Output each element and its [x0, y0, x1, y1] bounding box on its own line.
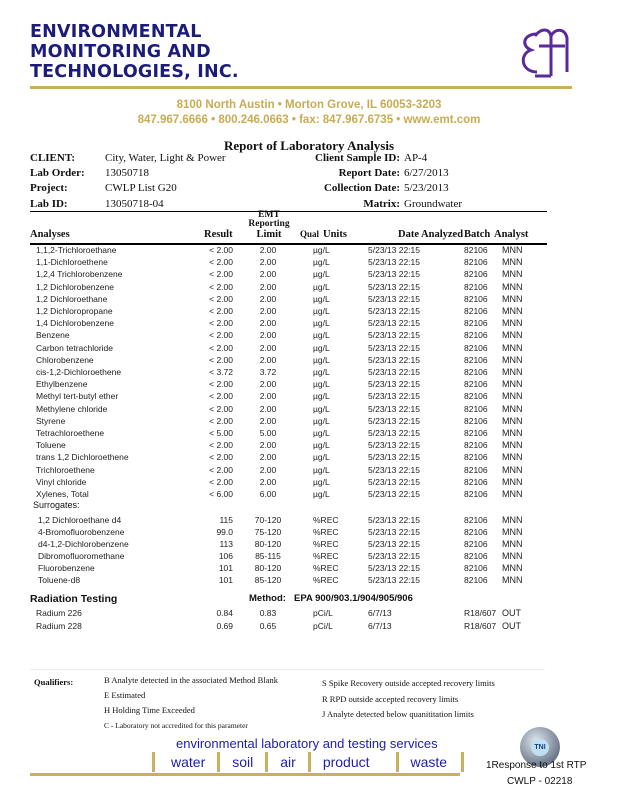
result-value: < 2.00 — [209, 293, 233, 304]
analyte-name: 1,1-Dichloroethene — [36, 257, 108, 268]
analyte-name: 1,1,2-Trichloroethane — [36, 245, 117, 255]
client-value: City, Water, Light & Power — [105, 152, 226, 164]
qualifier-item: C - Laboratory not accredited for this parameter — [104, 721, 248, 730]
result-value: < 2.00 — [209, 281, 233, 292]
date-analyzed: 5/23/13 22:15 — [368, 476, 420, 487]
col-limit — [246, 211, 292, 241]
reporting-limit: 5.00 — [259, 428, 277, 438]
analyte-name: Radium 228 — [36, 620, 82, 631]
analyst: MNN — [502, 354, 523, 365]
analyst: MNN — [502, 403, 523, 414]
batch: 82106 — [464, 245, 488, 255]
qualifiers-right — [322, 676, 495, 723]
table-row — [0, 439, 618, 451]
method-label: Method: — [249, 593, 286, 604]
result-value: < 2.00 — [209, 330, 233, 341]
reporting-limit: 70-120 — [254, 515, 282, 525]
result-value: < 2.00 — [209, 403, 233, 414]
analyte-name: d4-1,2-Dichlorobenzene — [38, 539, 129, 549]
analyst: MNN — [502, 281, 523, 292]
batch: 82106 — [464, 428, 488, 438]
company-name-line: TECHNOLOGIES, INC. — [30, 62, 239, 82]
units: %REC — [313, 527, 339, 537]
analyst: MNN — [502, 330, 523, 341]
batch: 82106 — [464, 415, 488, 426]
analyte-name: Trichloroethene — [36, 464, 95, 475]
units: µg/L — [313, 440, 330, 451]
batch: 82106 — [464, 476, 488, 487]
batch: 82106 — [464, 306, 488, 316]
units: µg/L — [313, 330, 330, 341]
reporting-limit: 2.00 — [259, 269, 277, 280]
batch: 82106 — [464, 379, 488, 390]
qualifier-item: H Holding Time Exceeded — [104, 705, 195, 715]
units: µg/L — [313, 354, 330, 365]
units: µg/L — [313, 269, 330, 280]
analyte-name: Vinyl chloride — [36, 476, 87, 487]
reporting-limit: 2.00 — [259, 403, 277, 414]
analyst: MNN — [502, 539, 523, 549]
date-analyzed: 5/23/13 22:15 — [368, 527, 420, 537]
batch: 82106 — [464, 281, 488, 292]
reporting-limit: 2.00 — [259, 342, 277, 353]
analyte-name: 1,4 Dichlorobenzene — [36, 318, 114, 329]
table-row — [0, 281, 618, 293]
analyst: MNN — [502, 269, 523, 280]
batch: 82106 — [464, 367, 488, 377]
report-date-value: 6/27/2013 — [404, 167, 449, 179]
analyte-name: Methylene chloride — [36, 403, 108, 414]
project-label: Project: — [30, 182, 68, 194]
company-name — [30, 22, 239, 82]
units: µg/L — [313, 452, 330, 463]
reporting-limit: 2.00 — [259, 476, 277, 487]
qualifiers-divider — [30, 669, 545, 670]
table-row — [0, 488, 618, 500]
service-product: product — [308, 752, 396, 772]
lab-id-value: 13050718-04 — [105, 198, 164, 210]
date-analyzed: 5/23/13 22:15 — [368, 440, 420, 451]
batch: 82106 — [464, 293, 488, 304]
matrix-value: Groundwater — [404, 198, 463, 210]
units: µg/L — [313, 391, 330, 402]
table-row — [0, 244, 618, 256]
table-row — [0, 514, 618, 526]
service-soil: soil — [217, 752, 265, 772]
units: µg/L — [313, 342, 330, 353]
date-analyzed: 5/23/13 22:15 — [368, 415, 420, 426]
reporting-limit: 2.00 — [259, 306, 277, 316]
result-value: 0.84 — [216, 608, 233, 618]
analyte-name: Methyl tert-butyl ether — [36, 391, 119, 402]
result-value: < 2.00 — [209, 476, 233, 487]
collection-date-label: Collection Date: — [323, 182, 400, 194]
units: µg/L — [313, 293, 330, 304]
date-analyzed: 5/23/13 22:15 — [368, 257, 420, 268]
table-row — [0, 366, 618, 378]
analyst: MNN — [502, 318, 523, 329]
analyst: MNN — [502, 515, 523, 525]
date-analyzed: 5/23/13 22:15 — [368, 551, 420, 561]
analyst: MNN — [502, 452, 523, 463]
analyst: MNN — [502, 527, 523, 537]
table-row — [0, 464, 618, 476]
analyte-name: Ethylbenzene — [36, 379, 88, 390]
company-name-line: ENVIRONMENTAL — [30, 22, 202, 42]
reporting-limit: 2.00 — [259, 391, 277, 402]
analyst: OUT — [502, 608, 521, 618]
units: µg/L — [313, 367, 330, 377]
batch: 82106 — [464, 539, 488, 549]
units: µg/L — [313, 379, 330, 390]
analyst: MNN — [502, 575, 523, 585]
analyst: MNN — [502, 391, 523, 402]
units: %REC — [313, 551, 339, 561]
result-value: 99.0 — [216, 527, 233, 537]
batch: 82106 — [464, 515, 488, 525]
lab-order-label: Lab Order: — [30, 167, 85, 179]
qualifier-item: B Analyte detected in the associated Method Blank — [104, 675, 278, 685]
qualifier-item: E Estimated — [104, 690, 146, 700]
date-analyzed: 5/23/13 22:15 — [368, 452, 420, 463]
result-value: 101 — [218, 575, 233, 585]
units: µg/L — [313, 489, 330, 499]
analyte-name: Radium 226 — [36, 608, 82, 618]
result-value: < 3.72 — [209, 367, 233, 377]
reporting-limit: 2.00 — [259, 293, 277, 304]
units: µg/L — [313, 245, 330, 255]
analyst: MNN — [502, 293, 523, 304]
reporting-limit: 2.00 — [259, 452, 277, 463]
reporting-limit: 2.00 — [259, 245, 277, 255]
table-row — [0, 526, 618, 538]
report-date-label: Report Date: — [338, 167, 400, 179]
table-row — [0, 256, 618, 268]
reporting-limit: 2.00 — [259, 415, 277, 426]
date-analyzed: 5/23/13 22:15 — [368, 464, 420, 475]
analyst: MNN — [502, 379, 523, 390]
analyst: OUT — [502, 620, 521, 631]
table-row — [0, 538, 618, 550]
table-row — [0, 268, 618, 280]
result-value: < 2.00 — [209, 245, 233, 255]
col-limit-line: Reporting — [248, 219, 290, 229]
footer-tagline: environmental laboratory and testing services — [176, 736, 438, 751]
col-qual: Qual — [300, 229, 320, 239]
units: µg/L — [313, 281, 330, 292]
table-row — [0, 293, 618, 305]
analyst: MNN — [502, 342, 523, 353]
units: µg/L — [313, 415, 330, 426]
lab-id-label: Lab ID: — [30, 198, 68, 210]
table-row — [0, 378, 618, 390]
batch: 82106 — [464, 464, 488, 475]
batch: 82106 — [464, 391, 488, 402]
table-row — [0, 415, 618, 427]
analyst: MNN — [502, 563, 523, 573]
analyst: MNN — [502, 476, 523, 487]
reporting-limit: 0.83 — [259, 608, 277, 618]
result-value: < 2.00 — [209, 440, 233, 451]
result-value: < 2.00 — [209, 379, 233, 390]
reporting-limit: 2.00 — [259, 257, 277, 268]
analyte-name: Fluorobenzene — [38, 563, 95, 573]
batch: 82106 — [464, 575, 488, 585]
batch: 82106 — [464, 354, 488, 365]
batch: 82106 — [464, 440, 488, 451]
surrogates-label: Surrogates: — [33, 500, 80, 510]
reporting-limit: 2.00 — [259, 464, 277, 475]
qualifier-item: R RPD outside accepted recovery limits — [322, 693, 459, 704]
analyte-name: Toluene — [36, 440, 66, 451]
result-value: < 2.00 — [209, 269, 233, 280]
result-value: 115 — [219, 515, 233, 525]
date-analyzed: 5/23/13 22:15 — [368, 281, 420, 292]
col-limit-line: Limit — [256, 229, 282, 240]
analyst: MNN — [502, 551, 523, 561]
analyte-name: Carbon tetrachloride — [36, 342, 114, 353]
col-units: Units — [323, 229, 347, 240]
table-row — [0, 342, 618, 354]
company-contact: 847.967.6666 • 800.246.0663 • fax: 847.967.6735 • www.emt.com — [137, 114, 481, 126]
reporting-limit: 75-120 — [254, 527, 282, 537]
table-row — [0, 390, 618, 402]
analyte-name: trans 1,2 Dichloroethene — [36, 452, 129, 463]
batch: R18/607 — [464, 620, 497, 631]
date-analyzed: 5/23/13 22:15 — [368, 428, 420, 438]
seal-text: TNI — [531, 739, 548, 756]
result-value: < 2.00 — [209, 391, 233, 402]
batch: 82106 — [464, 563, 488, 573]
analyst: MNN — [502, 245, 523, 255]
batch: 82106 — [464, 342, 488, 353]
analyst: MNN — [502, 489, 523, 499]
table-row — [0, 317, 618, 329]
date-analyzed: 5/23/13 22:15 — [368, 379, 420, 390]
units: µg/L — [313, 318, 330, 329]
date-analyzed: 5/23/13 22:15 — [368, 367, 420, 377]
date-analyzed: 5/23/13 22:15 — [368, 515, 420, 525]
service-water: water — [152, 752, 217, 772]
analyst: MNN — [502, 464, 523, 475]
result-value: < 2.00 — [209, 318, 233, 329]
radiation-title: Radiation Testing — [30, 593, 118, 605]
document-id: CWLP - 02218 — [507, 776, 573, 787]
units: %REC — [313, 539, 339, 549]
col-batch: Batch — [464, 229, 491, 240]
analyte-name: Xylenes, Total — [36, 489, 89, 499]
sample-id-label: Client Sample ID: — [315, 152, 400, 164]
reporting-limit: 6.00 — [259, 489, 277, 499]
batch: 82106 — [464, 489, 488, 499]
units: µg/L — [313, 257, 330, 268]
date-analyzed: 5/23/13 22:15 — [368, 269, 420, 280]
analyte-name: cis-1,2-Dichloroethene — [36, 367, 122, 377]
col-date: Date Analyzed — [398, 229, 464, 240]
analyst: MNN — [502, 415, 523, 426]
table-row — [0, 427, 618, 439]
analyte-name: Tetrachloroethene — [36, 428, 105, 438]
analyte-name: Chlorobenzene — [36, 354, 94, 365]
reporting-limit: 80-120 — [254, 539, 282, 549]
table-row — [0, 329, 618, 341]
table-row — [0, 451, 618, 463]
reporting-limit: 85-115 — [255, 551, 281, 561]
qualifier-item: J Analyte detected below quanititation limits — [322, 709, 474, 719]
project-value: CWLP List G20 — [105, 182, 177, 194]
batch: 82106 — [464, 551, 488, 561]
lab-order-value: 13050718 — [105, 167, 149, 179]
client-label: CLIENT: — [30, 152, 76, 164]
emt-logo-icon — [515, 26, 575, 82]
date-analyzed: 5/23/13 22:15 — [368, 563, 420, 573]
date-analyzed: 5/23/13 22:15 — [368, 306, 420, 316]
result-value: < 2.00 — [209, 257, 233, 268]
page-note: 1Response to 1st RTP — [486, 760, 587, 771]
units: µg/L — [313, 306, 330, 316]
col-analyst: Analyst — [494, 229, 529, 240]
result-value: < 2.00 — [209, 306, 233, 316]
reporting-limit: 2.00 — [259, 440, 277, 451]
reporting-limit: 80-120 — [254, 563, 282, 573]
batch: R18/607 — [464, 608, 497, 618]
result-value: 113 — [219, 539, 233, 549]
analyst: MNN — [502, 428, 523, 438]
analyte-name: Dibromofluoromethane — [38, 551, 125, 561]
company-name-line: MONITORING AND — [30, 42, 211, 62]
reporting-limit: 2.00 — [259, 330, 277, 341]
result-value: < 2.00 — [209, 354, 233, 365]
batch: 82106 — [464, 269, 488, 280]
qualifiers-left — [104, 673, 278, 733]
table-row — [0, 620, 618, 632]
date-analyzed: 6/7/13 — [368, 620, 392, 631]
result-value: < 6.00 — [209, 489, 233, 499]
units: µg/L — [313, 403, 330, 414]
reporting-limit: 2.00 — [259, 318, 277, 329]
units: µg/L — [313, 464, 330, 475]
reporting-limit: 3.72 — [259, 367, 277, 377]
reporting-limit: 85-120 — [254, 575, 282, 585]
service-list — [152, 752, 464, 772]
table-row — [0, 305, 618, 317]
table-row — [0, 476, 618, 488]
units: µg/L — [313, 476, 330, 487]
units: %REC — [313, 575, 339, 585]
date-analyzed: 5/23/13 22:15 — [368, 318, 420, 329]
batch: 82106 — [464, 403, 488, 414]
analyte-name: Styrene — [36, 415, 66, 426]
reporting-limit: 2.00 — [259, 354, 277, 365]
table-row — [0, 562, 618, 574]
batch: 82106 — [464, 452, 488, 463]
units: µg/L — [313, 428, 330, 438]
date-analyzed: 5/23/13 22:15 — [368, 489, 420, 499]
company-address: 8100 North Austin • Morton Grove, IL 60053-3203 — [176, 99, 442, 111]
result-value: 101 — [218, 563, 233, 573]
analyte-name: 1,2 Dichloropropane — [36, 306, 113, 316]
result-value: < 2.00 — [209, 415, 233, 426]
batch: 82106 — [464, 330, 488, 341]
result-value: < 2.00 — [209, 464, 233, 475]
col-result: Result — [204, 229, 233, 240]
sample-id-value: AP-4 — [404, 152, 428, 164]
qualifiers-label: Qualifiers: — [34, 677, 74, 687]
batch: 82106 — [464, 257, 488, 268]
date-analyzed: 5/23/13 22:15 — [368, 354, 420, 365]
date-analyzed: 6/7/13 — [368, 608, 392, 618]
service-air: air — [265, 752, 308, 772]
analyte-name: 1,2 Dichloroethane d4 — [38, 515, 122, 525]
col-limit-line: EMT — [258, 210, 280, 220]
analyst: MNN — [502, 306, 523, 316]
date-analyzed: 5/23/13 22:15 — [368, 391, 420, 402]
date-analyzed: 5/23/13 22:15 — [368, 403, 420, 414]
analyte-name: 1,2,4 Trichlorobenzene — [36, 269, 123, 280]
date-analyzed: 5/23/13 22:15 — [368, 575, 420, 585]
batch: 82106 — [464, 527, 488, 537]
footer-divider — [30, 773, 460, 776]
service-waste: waste — [396, 752, 465, 772]
matrix-label: Matrix: — [363, 198, 400, 210]
result-value: 106 — [218, 551, 233, 561]
table-row — [0, 403, 618, 415]
analyst: MNN — [502, 440, 523, 451]
col-analyses: Analyses — [30, 229, 70, 240]
date-analyzed: 5/23/13 22:15 — [368, 293, 420, 304]
analyte-name: 4-Bromofluorobenzene — [38, 527, 125, 537]
table-row — [0, 574, 618, 586]
reporting-limit: 2.00 — [259, 379, 277, 390]
result-value: < 5.00 — [209, 428, 233, 438]
result-value: < 2.00 — [209, 342, 233, 353]
date-analyzed: 5/23/13 22:15 — [368, 342, 420, 353]
date-analyzed: 5/23/13 22:15 — [368, 330, 420, 341]
units: %REC — [313, 515, 339, 525]
header-divider — [30, 86, 572, 89]
table-row — [0, 354, 618, 366]
units: pCi/L — [313, 620, 333, 631]
reporting-limit: 0.65 — [259, 620, 277, 631]
date-analyzed: 5/23/13 22:15 — [368, 245, 420, 255]
table-row — [0, 550, 618, 562]
batch: 82106 — [464, 318, 488, 329]
table-row — [0, 607, 618, 619]
analyte-name: 1,2 Dichlorobenzene — [36, 281, 114, 292]
date-analyzed: 5/23/13 22:15 — [368, 539, 420, 549]
reporting-limit: 2.00 — [259, 281, 277, 292]
units: %REC — [313, 563, 339, 573]
analyst: MNN — [502, 257, 523, 268]
result-value: < 2.00 — [209, 452, 233, 463]
report-title: Report of Laboratory Analysis — [223, 138, 395, 153]
analyte-name: Toluene-d8 — [38, 575, 81, 585]
units: pCi/L — [313, 608, 333, 618]
method-value: EPA 900/903.1/904/905/906 — [294, 593, 413, 604]
analyte-name: Benzene — [36, 330, 70, 341]
analyte-name: 1,2 Dichloroethane — [36, 293, 108, 304]
analyst: MNN — [502, 367, 523, 377]
collection-date-value: 5/23/2013 — [404, 182, 449, 194]
result-value: 0.69 — [216, 620, 233, 631]
qualifier-item: S Spike Recovery outside accepted recovery limits — [322, 678, 495, 688]
